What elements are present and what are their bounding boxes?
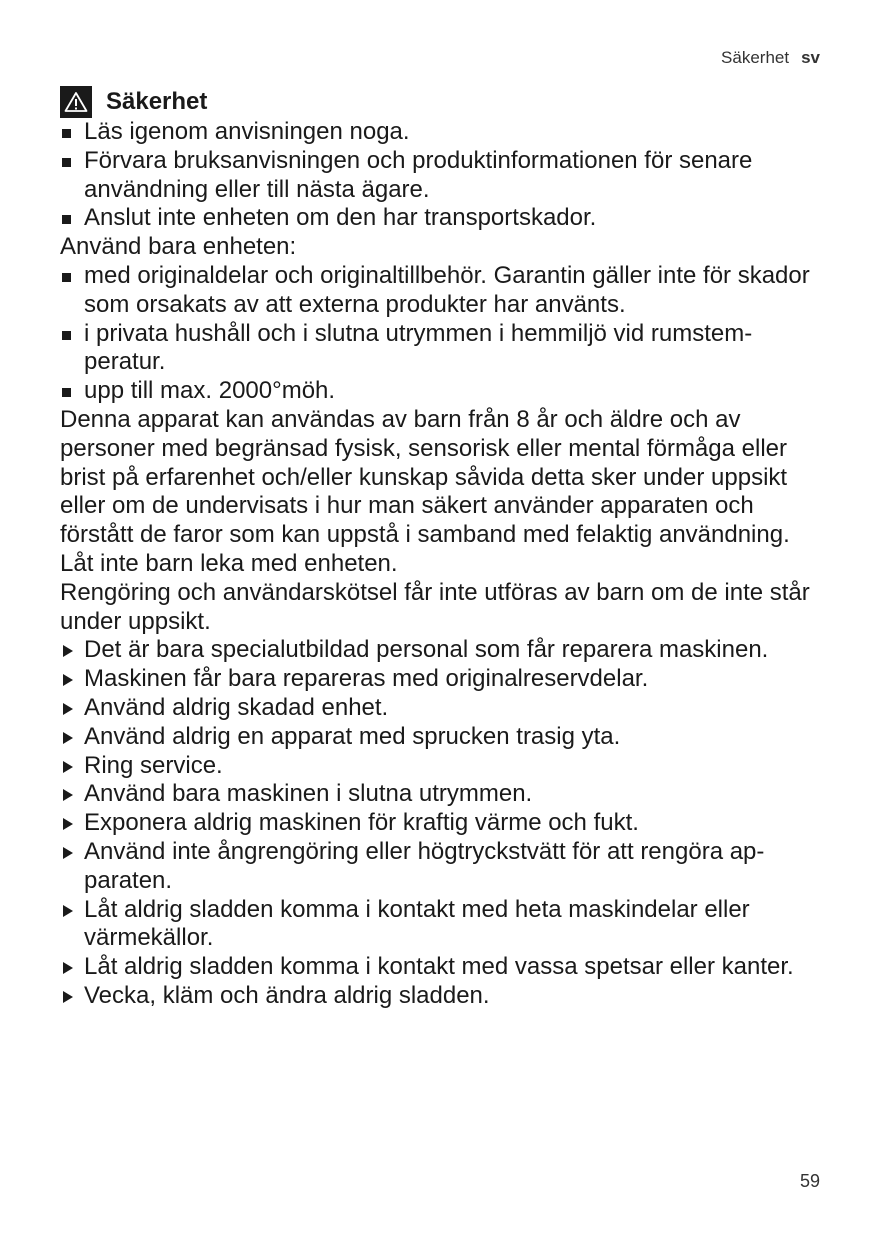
instruction-item: Låt aldrig sladden komma i kontakt med vassa spetsar eller kanter. [60,953,820,982]
list-item: med originaldelar och originaltillbehör. Garantin gäller inte för skador som orsakats av att externa produkter har använts. [60,262,820,320]
list-item: Läs igenom anvisningen noga. [60,118,820,147]
instruction-list [60,636,820,1010]
instruction-item: Ring service. [60,752,820,781]
page-number: 59 [799,1171,820,1191]
list-item: upp till max. 2000°möh. [60,377,820,406]
instruction-item: Använd aldrig en apparat med sprucken trasig yta. [60,723,820,752]
use-only-label: Använd bara enheten: [60,233,297,261]
instruction-item: Använd bara maskinen i slutna utrymmen. [60,780,820,809]
intro-bullet-list [60,118,820,233]
instruction-item: Låt aldrig sladden komma i kontakt med heta maskindelar eller värmekällor. [60,896,820,954]
instruction-item: Vecka, kläm och ändra aldrig sladden. [60,982,820,1011]
running-header-language: sv [801,48,820,67]
page-content [60,86,820,1011]
instruction-item: Använd inte ångrengöring eller högtryckstvätt för att rengöra apparaten. [60,838,820,896]
instruction-item: Det är bara specialutbildad personal som får reparera maskinen. [60,636,820,665]
instruction-item: Maskinen får bara repareras med originalreservdelar. [60,665,820,694]
instruction-item: Använd aldrig skadad enhet. [60,694,820,723]
running-header [721,48,820,68]
children-paragraph: Denna apparat kan användas av barn från 8 år och äldre och av personer med begränsad fysisk, sensorisk eller mental förmåga eller brist på erfarenhet och/eller kunskap såvida detta sker under uppsikt eller om de undervisats i hur man säkert använder apparaten och förstått de faror som kan uppstå i samband med felaktig användning. [60,405,790,549]
section-heading [60,86,820,118]
instruction-item: Exponera aldrig maskinen för kraftig värme och fukt. [60,809,820,838]
list-item: Anslut inte enheten om den har transportskador. [60,204,820,233]
list-item: i privata hushåll och i slutna utrymmen i hemmiljö vid rumstemperatur. [60,320,820,378]
warning-icon [60,86,92,118]
section-title: Säkerhet [106,87,208,115]
list-item: Förvara bruksanvisningen och produktinformationen för senare användning eller till nästa ägare. [60,147,820,205]
cleaning-paragraph: Rengöring och användarskötsel får inte utföras av barn om de inte står under uppsikt. [60,578,810,635]
running-header-section: Säkerhet [721,48,790,67]
no-play-paragraph: Låt inte barn leka med enheten. [60,549,398,577]
use-bullet-list [60,262,820,406]
